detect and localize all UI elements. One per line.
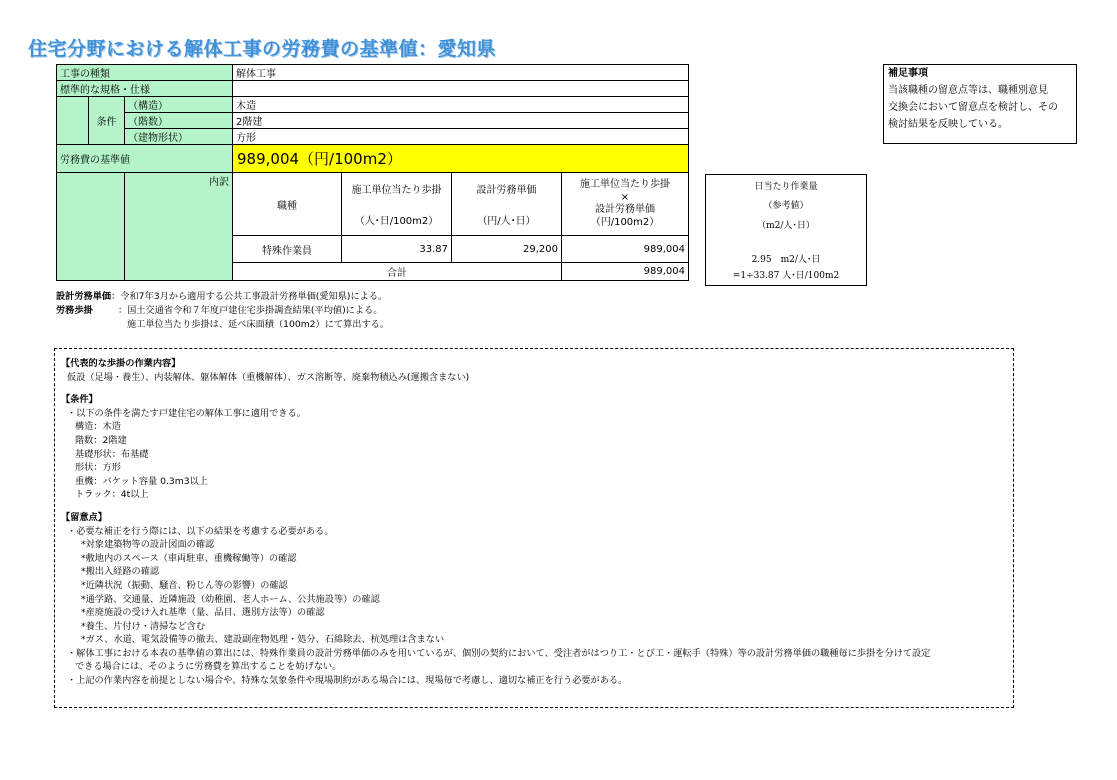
supplement-line-1: 当該職種の留意点等は、職種別意見 (888, 85, 1048, 96)
footnote-wage-label: 設計労務単価 (56, 291, 112, 302)
footnote-rate-label: 労務歩掛 (56, 305, 93, 316)
header-product-line2: × (620, 191, 630, 203)
header-rate-line1: 施工単位当たり歩掛 (351, 185, 442, 196)
header-product-line4: （円/100m2） (590, 216, 660, 228)
condition-line: トラック：4t以上 (75, 489, 149, 501)
notes-tail-2: できる場合には、そのように労務費を算出することを妨げない。 (75, 661, 342, 673)
structure-label: （構造） (125, 97, 233, 113)
notes-item: *対象建築物等の設計図面の確認 (81, 539, 215, 551)
work-type-label: 工事の種類 (57, 65, 233, 81)
condition-line: 基礎形状：布基礎 (75, 448, 149, 460)
work-type-value: 解体工事 (233, 65, 689, 81)
spec-value (233, 81, 689, 97)
daily-output-box (705, 174, 867, 286)
footnote-rate (56, 304, 389, 318)
header-product-line3: 設計労務単価 (595, 204, 655, 215)
header-rate-line2: （人･日/100m2） (354, 216, 439, 227)
notes-intro: ・必要な補正を行う際には、以下の結果を考慮する必要がある。 (67, 525, 334, 537)
row-product: 989,004 (562, 236, 689, 263)
supplement-box (883, 64, 1077, 144)
condition-line: 階数：2階建 (75, 434, 127, 446)
header-product-line1: 施工単位当たり歩掛 (580, 179, 670, 190)
header-job: 職種 (233, 173, 342, 236)
footnote-wage-text: ：令和7年3月から適用する公共工事設計労務単価(愛知県)による。 (111, 291, 388, 302)
header-wage (452, 173, 562, 236)
page-title: 住宅分野における解体工事の労務費の基準値：愛知県 (28, 38, 497, 60)
details-box (54, 348, 1014, 708)
total-value: 989,004 (562, 263, 689, 281)
breakdown-label: 内訳 (125, 173, 233, 281)
shape-label: （建物形状） (125, 129, 233, 145)
work-text: 仮設（足場・養生）、内装解体、躯体解体（重機解体）、ガス溶断等、廃棄物積込み(運搬含まない) (67, 371, 470, 383)
condition-line: 構造：木造 (75, 421, 121, 433)
notes-item: *通学路、交通量、近隣施設（幼稚園、老人ホーム、公共施設等）の確認 (81, 593, 380, 605)
daily-output-value: 2.95 m2/人･日 (751, 255, 821, 265)
footnote-wage (56, 290, 389, 304)
work-heading: 【代表的な歩掛の作業内容】 (61, 358, 181, 369)
total-label: 合計 (233, 263, 562, 281)
notes-item: *養生、片付け・清掃など含む (81, 620, 206, 632)
condition-line: ・以下の条件を満たす戸建住宅の解体工事に適用できる。 (67, 407, 306, 419)
supplement-line-3: 検討結果を反映している。 (888, 119, 1008, 130)
footnotes (56, 290, 389, 332)
spec-label: 標準的な規格・仕様 (57, 81, 233, 97)
notes-item: *ガス、水道、電気設備等の撤去、建設副産物処理・処分、石綿除去、杭処理は含まない (81, 634, 445, 646)
header-rate (342, 173, 452, 236)
structure-value: 木造 (233, 97, 689, 113)
row-job: 特殊作業員 (233, 236, 342, 263)
header-wage-line1: 設計労務単価 (476, 185, 537, 196)
daily-output-title: 日当たり作業量 (754, 182, 818, 192)
supplement-line-2: 交換会において留意点を検討し、その (888, 102, 1058, 113)
footnote-rate-text-2: 施工単位当たり歩掛は、延べ床面積（100m2）にて算出する。 (127, 319, 390, 330)
floors-value: 2階建 (233, 113, 689, 129)
labor-cost-table (56, 64, 689, 281)
notes-item: *敷地内のスペース（車両駐車、重機稼働等）の確認 (81, 552, 297, 564)
daily-output-unit: （m2/人･日） (757, 221, 815, 231)
supplement-heading: 補足事項 (888, 68, 928, 79)
notes-tail-1: ・解体工事における本表の基準値の算出には、特殊作業員の設計労務単価のみを用いているが、個別の契約において、受注者がはつり工・とび工・運転手（特殊）等の設計労務単価の職種毎に歩掛を分けて設定 (67, 647, 931, 659)
labor-cost-label: 労務費の基準値 (57, 145, 233, 173)
shape-value: 方形 (233, 129, 689, 145)
header-wage-line2: （円/人･日） (477, 216, 536, 227)
breakdown-left-cell (57, 173, 125, 281)
condition-line: 重機：バケット容量 0.3m3以上 (75, 475, 208, 487)
row-rate: 33.87 (342, 236, 452, 263)
spec-indent (57, 97, 89, 145)
row-wage: 29,200 (452, 236, 562, 263)
notes-item: *搬出入経路の確認 (81, 566, 160, 578)
daily-output-reference: （参考値） (763, 201, 809, 211)
daily-output-formula: =1÷33.87 人･日/100m2 (732, 271, 840, 281)
header-product (562, 173, 689, 236)
condition-line: 形状：方形 (75, 462, 121, 474)
notes-item: *近隣状況（振動、騒音、粉じん等の影響）の確認 (81, 579, 288, 591)
notes-item: *産廃施設の受け入れ基準（量、品目、選別方法等）の確認 (81, 607, 325, 619)
conditions-heading: 【条件】 (61, 394, 98, 406)
conditions-label: 条件 (89, 97, 125, 145)
notes-tail-3: ・上記の作業内容を前提としない場合や、特殊な気象条件や現場制約がある場合には、現場毎で考慮し、適切な補正を行う必要がある。 (67, 675, 628, 687)
labor-cost-value: 989,004（円/100m2） (233, 145, 689, 173)
notes-heading: 【留意点】 (61, 511, 107, 523)
footnote-rate-text: ：国土交通省令和７年度戸建住宅歩掛調査結果(平均値)による。 (118, 305, 383, 316)
floors-label: （階数） (125, 113, 233, 129)
